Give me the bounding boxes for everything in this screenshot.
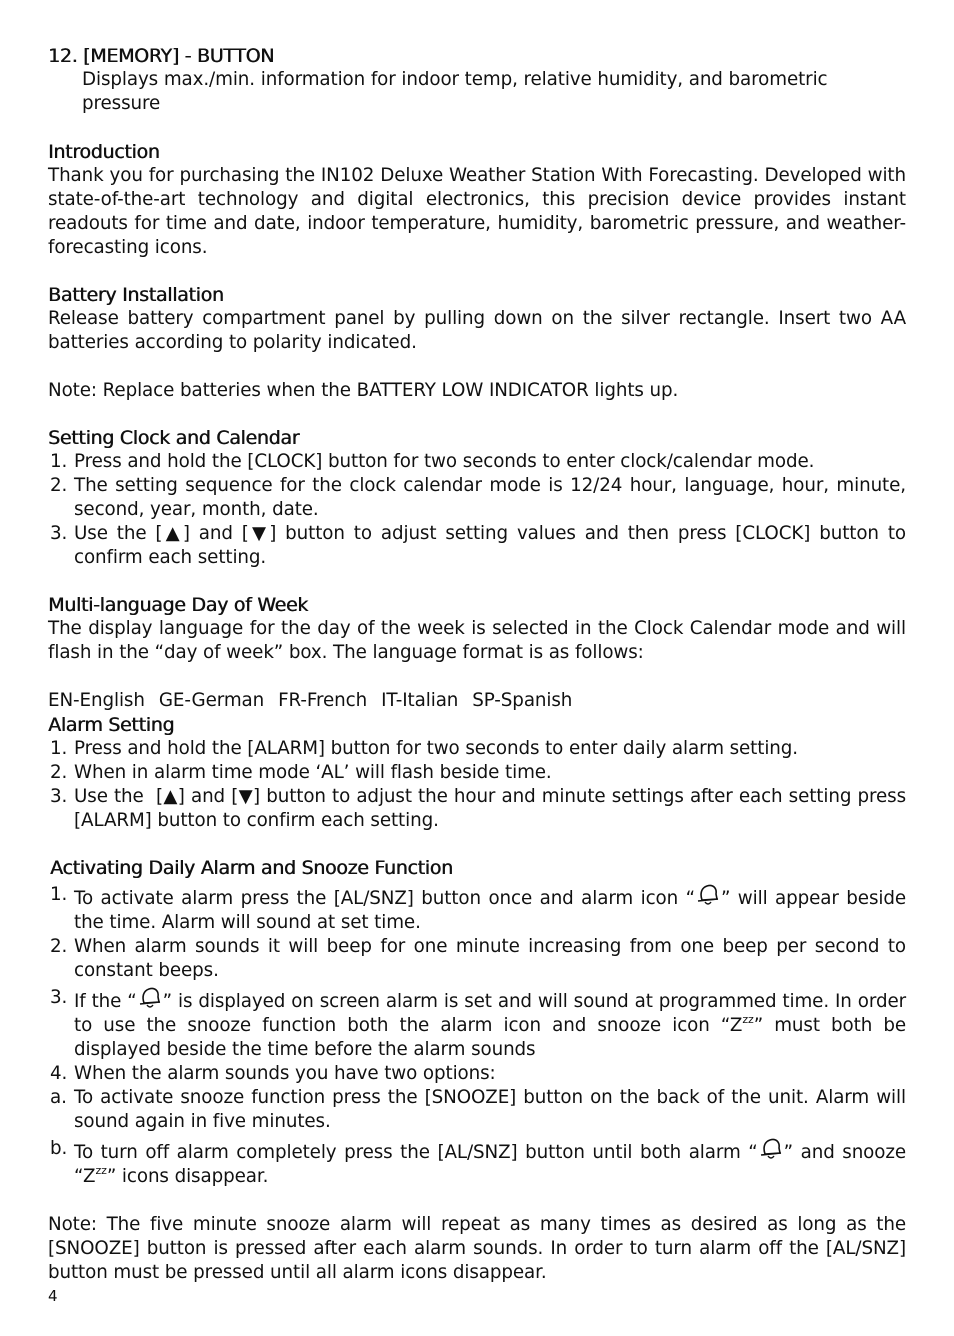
page-number: 4 [48,1287,58,1305]
memory-section [48,44,906,116]
list-item: 2. The setting sequence for the clock calendar mode is 12/24 hour, language, hour, minute, second, year, month, date. [50,475,906,520]
language-option: EN-English [48,690,145,711]
list-item: 2. When alarm sounds it will beep for one minute increasing from one beep per second to constant beeps. [50,936,906,981]
language-section [48,593,906,713]
snooze-section [48,856,906,1285]
introduction-text: Thank you for purchasing the IN102 Deluxe Weather Station With Forecasting. Developed with state-of-the-art technology and digital electronics, this precision device provides instant readouts for time and date, indoor temperature, humidity, barometric pressure, and weather-forecasting icons. [48,165,906,258]
alarm-heading: Alarm Setting [48,714,175,736]
list-item: 3. If the “ ” is displayed on screen alarm is set and will sound at programmed time. In order to use the snooze function both the alarm icon and snooze icon “$Z^{zz}$” must both be displayed beside the time before the alarm sounds [50,987,907,1060]
snooze-icon-superscript: zz [95,1164,107,1177]
language-option: GE-German [158,690,265,711]
snooze-note: Note: The five minute snooze alarm will repeat as many times as desired as long as the [SNOOZE] button is pressed after each alarm sounds. In order to turn alarm off the [AL/SNZ] button must be pressed until all alarm icons disappear. [48,1214,906,1283]
battery-text: Release battery compartment panel by pulling down on the silver rectangle. Insert two AA batteries according to polarity indicated. [48,308,906,353]
battery-note: Note: Replace batteries when the BATTERY LOW INDICATOR lights up. [48,380,679,401]
memory-heading: 12. [MEMORY] - BUTTON [48,45,275,67]
language-text: The display language for the day of the week is selected in the Clock Calendar mode and will flash in the “day of week” box. The language format is as follows: [48,618,906,663]
language-heading: Multi-language Day of Week [48,594,308,616]
list-item: 2. When in alarm time mode ‘AL’ will flash beside time. [50,762,552,783]
list-item: 1. To activate alarm press the [AL/SNZ] button once and alarm icon “ ” will appear beside the time. Alarm will sound at set time. [50,884,906,933]
list-item: 4. When the alarm sounds you have two options: [50,1063,496,1084]
alarm-bell-icon [758,1137,784,1161]
language-option: SP-Spanish [472,690,573,711]
language-option: FR-French [278,690,368,711]
introduction-heading: Introduction [48,141,160,163]
snooze-heading: Activating Daily Alarm and Snooze Function [50,857,453,879]
battery-section [48,283,906,403]
alarm-section [48,713,912,833]
clock-heading: Setting Clock and Calendar [48,427,300,449]
introduction-section [48,140,906,260]
list-item: 1. Press and hold the [ALARM] button for two seconds to enter daily alarm setting. [50,738,799,759]
list-item: 3. Use the [▲] and [▼] button to adjust the hour and minute settings after each setting press [ALARM] button to confirm each setting. [50,786,912,831]
list-item: b. To turn off alarm completely press the [AL/SNZ] button until both alarm “ ” and snooze “$Z^{zz}$” icons disappear. [50,1138,906,1187]
language-option: IT-Italian [381,690,459,711]
list-item: 3. Use the [▲] and [▼] button to adjust setting values and then press [CLOCK] button to confirm each setting. [50,523,906,568]
snooze-icon-superscript: zz [742,1013,754,1026]
battery-heading: Battery Installation [48,284,224,306]
alarm-bell-icon [137,986,163,1010]
memory-text: Displays max./min. information for indoor temp, relative humidity, and barometric pressure [82,69,828,114]
alarm-bell-icon [695,883,721,907]
language-options [48,689,906,713]
clock-section [48,426,906,570]
list-item: 1. Press and hold the [CLOCK] button for two seconds to enter clock/calendar mode. [50,451,815,472]
list-item: a. To activate snooze function press the [SNOOZE] button on the back of the unit. Alarm will sound again in five minutes. [50,1087,906,1132]
